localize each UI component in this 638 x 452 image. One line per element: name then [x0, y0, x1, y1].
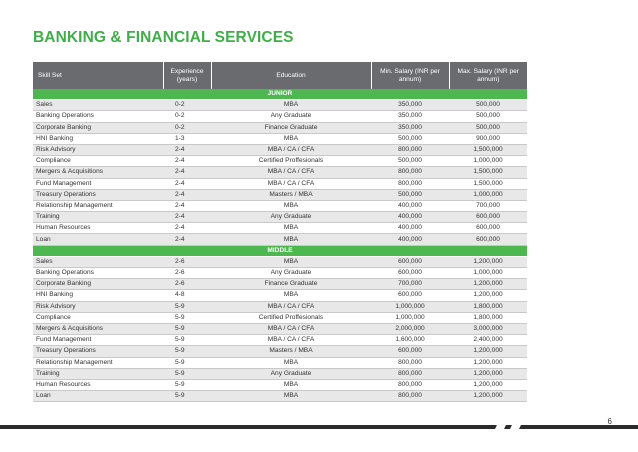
skill-cell: Human Resources — [33, 223, 163, 234]
education-cell: MBA / CA / CFA — [211, 178, 371, 189]
education-cell: Any Graduate — [211, 111, 371, 122]
table-row — [33, 144, 527, 155]
education-cell: MBA — [211, 391, 371, 402]
max-salary-cell: 600,000 — [449, 212, 527, 223]
experience-cell: 2-4 — [163, 212, 211, 223]
table-row — [33, 212, 527, 223]
experience-cell: 0-2 — [163, 122, 211, 133]
experience-cell: 0-2 — [163, 111, 211, 122]
section-header-row — [33, 245, 527, 256]
page-number: 6 — [607, 417, 612, 426]
column-header-experience: Experience (years) — [163, 62, 211, 89]
max-salary-cell: 1,200,000 — [449, 279, 527, 290]
min-salary-cell: 400,000 — [371, 234, 449, 245]
table-row — [33, 133, 527, 144]
min-salary-cell: 800,000 — [371, 391, 449, 402]
max-salary-cell: 1,200,000 — [449, 368, 527, 379]
skill-cell: Training — [33, 212, 163, 223]
column-header-max-salary: Max. Salary (INR per annum) — [449, 62, 527, 89]
min-salary-cell: 600,000 — [371, 346, 449, 357]
skill-cell: Loan — [33, 391, 163, 402]
education-cell: Any Graduate — [211, 268, 371, 279]
experience-cell: 5-9 — [163, 368, 211, 379]
max-salary-cell: 1,200,000 — [449, 346, 527, 357]
experience-cell: 5-9 — [163, 323, 211, 334]
min-salary-cell: 600,000 — [371, 290, 449, 301]
max-salary-cell: 500,000 — [449, 111, 527, 122]
table-row — [33, 111, 527, 122]
table-row — [33, 290, 527, 301]
skill-cell: Fund Management — [33, 335, 163, 346]
min-salary-cell: 1,000,000 — [371, 312, 449, 323]
table-row — [33, 200, 527, 211]
education-cell: MBA — [211, 200, 371, 211]
column-header-min-salary: Min. Salary (INR per annum) — [371, 62, 449, 89]
max-salary-cell: 1,200,000 — [449, 357, 527, 368]
min-salary-cell: 800,000 — [371, 357, 449, 368]
education-cell: MBA — [211, 234, 371, 245]
table-row — [33, 268, 527, 279]
skill-cell: Treasury Operations — [33, 346, 163, 357]
skill-cell: Fund Management — [33, 178, 163, 189]
skill-cell: Risk Advisory — [33, 301, 163, 312]
min-salary-cell: 350,000 — [371, 111, 449, 122]
skill-cell: Compliance — [33, 312, 163, 323]
education-cell: MBA — [211, 223, 371, 234]
min-salary-cell: 800,000 — [371, 144, 449, 155]
table-row — [33, 346, 527, 357]
skill-cell: Relationship Management — [33, 200, 163, 211]
max-salary-cell: 1,800,000 — [449, 312, 527, 323]
skill-cell: Human Resources — [33, 379, 163, 390]
education-cell: MBA — [211, 290, 371, 301]
max-salary-cell: 1,200,000 — [449, 391, 527, 402]
skill-cell: Corporate Banking — [33, 122, 163, 133]
experience-cell: 2-4 — [163, 200, 211, 211]
min-salary-cell: 700,000 — [371, 279, 449, 290]
education-cell: MBA — [211, 379, 371, 390]
column-header-education: Education — [211, 62, 371, 89]
table-row — [33, 122, 527, 133]
skill-cell: HNI Banking — [33, 133, 163, 144]
experience-cell: 5-9 — [163, 346, 211, 357]
education-cell: Finance Graduate — [211, 122, 371, 133]
table-row — [33, 167, 527, 178]
experience-cell: 5-9 — [163, 357, 211, 368]
max-salary-cell: 1,500,000 — [449, 144, 527, 155]
max-salary-cell: 1,500,000 — [449, 167, 527, 178]
max-salary-cell: 600,000 — [449, 234, 527, 245]
skill-cell: Mergers & Acquisitions — [33, 167, 163, 178]
min-salary-cell: 400,000 — [371, 200, 449, 211]
education-cell: Masters / MBA — [211, 346, 371, 357]
table-body — [33, 89, 527, 402]
table-row — [33, 256, 527, 267]
education-cell: Finance Graduate — [211, 279, 371, 290]
experience-cell: 2-6 — [163, 268, 211, 279]
education-cell: MBA — [211, 133, 371, 144]
table-row — [33, 234, 527, 245]
min-salary-cell: 1,000,000 — [371, 301, 449, 312]
education-cell: MBA / CA / CFA — [211, 301, 371, 312]
education-cell: MBA / CA / CFA — [211, 167, 371, 178]
experience-cell: 5-9 — [163, 312, 211, 323]
table-row — [33, 301, 527, 312]
education-cell: MBA — [211, 100, 371, 111]
table-row — [33, 368, 527, 379]
min-salary-cell: 800,000 — [371, 167, 449, 178]
experience-cell: 2-4 — [163, 156, 211, 167]
max-salary-cell: 1,000,000 — [449, 268, 527, 279]
experience-cell: 5-9 — [163, 301, 211, 312]
column-header-skill: Skill Set — [33, 62, 163, 89]
table-row — [33, 189, 527, 200]
max-salary-cell: 700,000 — [449, 200, 527, 211]
experience-cell: 2-4 — [163, 178, 211, 189]
education-cell: MBA / CA / CFA — [211, 323, 371, 334]
skill-cell: Compliance — [33, 156, 163, 167]
education-cell: Masters / MBA — [211, 189, 371, 200]
skill-cell: Banking Operations — [33, 111, 163, 122]
experience-cell: 2-6 — [163, 256, 211, 267]
experience-cell: 2-6 — [163, 279, 211, 290]
education-cell: Any Graduate — [211, 212, 371, 223]
max-salary-cell: 3,000,000 — [449, 323, 527, 334]
experience-cell: 5-9 — [163, 379, 211, 390]
skill-cell: Treasury Operations — [33, 189, 163, 200]
table-header-row — [33, 62, 527, 89]
min-salary-cell: 800,000 — [371, 178, 449, 189]
experience-cell: 2-4 — [163, 234, 211, 245]
section-header-row — [33, 89, 527, 100]
experience-cell: 0-2 — [163, 100, 211, 111]
skill-cell: Corporate Banking — [33, 279, 163, 290]
skill-cell: Sales — [33, 256, 163, 267]
max-salary-cell: 1,200,000 — [449, 256, 527, 267]
table-row — [33, 312, 527, 323]
max-salary-cell: 600,000 — [449, 223, 527, 234]
min-salary-cell: 2,000,000 — [371, 323, 449, 334]
min-salary-cell: 600,000 — [371, 268, 449, 279]
table-row — [33, 379, 527, 390]
table-row — [33, 357, 527, 368]
max-salary-cell: 1,200,000 — [449, 379, 527, 390]
min-salary-cell: 500,000 — [371, 156, 449, 167]
skill-cell: Sales — [33, 100, 163, 111]
footer-bar — [0, 425, 638, 429]
min-salary-cell: 500,000 — [371, 189, 449, 200]
education-cell: MBA / CA / CFA — [211, 144, 371, 155]
max-salary-cell: 500,000 — [449, 100, 527, 111]
min-salary-cell: 400,000 — [371, 212, 449, 223]
experience-cell: 5-9 — [163, 391, 211, 402]
education-cell: Any Graduate — [211, 368, 371, 379]
max-salary-cell: 1,500,000 — [449, 178, 527, 189]
table-row — [33, 100, 527, 111]
salary-table — [33, 62, 527, 402]
min-salary-cell: 500,000 — [371, 133, 449, 144]
max-salary-cell: 500,000 — [449, 122, 527, 133]
min-salary-cell: 1,600,000 — [371, 335, 449, 346]
table-row — [33, 391, 527, 402]
experience-cell: 2-4 — [163, 223, 211, 234]
min-salary-cell: 400,000 — [371, 223, 449, 234]
education-cell: MBA — [211, 357, 371, 368]
min-salary-cell: 800,000 — [371, 368, 449, 379]
min-salary-cell: 800,000 — [371, 379, 449, 390]
experience-cell: 1-3 — [163, 133, 211, 144]
max-salary-cell: 1,000,000 — [449, 156, 527, 167]
max-salary-cell: 900,000 — [449, 133, 527, 144]
skill-cell: Training — [33, 368, 163, 379]
min-salary-cell: 350,000 — [371, 122, 449, 133]
education-cell: MBA — [211, 256, 371, 267]
skill-cell: Relationship Management — [33, 357, 163, 368]
table-row — [33, 178, 527, 189]
section-label: MIDDLE — [33, 245, 527, 256]
education-cell: Certified Proffesionals — [211, 312, 371, 323]
table-row — [33, 279, 527, 290]
experience-cell: 2-4 — [163, 189, 211, 200]
education-cell: MBA / CA / CFA — [211, 335, 371, 346]
skill-cell: Risk Advisory — [33, 144, 163, 155]
skill-cell: Loan — [33, 234, 163, 245]
experience-cell: 5-9 — [163, 335, 211, 346]
experience-cell: 2-4 — [163, 144, 211, 155]
table-row — [33, 323, 527, 334]
min-salary-cell: 600,000 — [371, 256, 449, 267]
min-salary-cell: 350,000 — [371, 100, 449, 111]
max-salary-cell: 1,000,000 — [449, 189, 527, 200]
education-cell: Certified Proffesionals — [211, 156, 371, 167]
page-title: BANKING & FINANCIAL SERVICES — [33, 29, 294, 46]
skill-cell: Banking Operations — [33, 268, 163, 279]
max-salary-cell: 1,800,000 — [449, 301, 527, 312]
skill-cell: Mergers & Acquisitions — [33, 323, 163, 334]
table-row — [33, 335, 527, 346]
table-row — [33, 223, 527, 234]
table-row — [33, 156, 527, 167]
max-salary-cell: 1,200,000 — [449, 290, 527, 301]
section-label: JUNIOR — [33, 89, 527, 100]
max-salary-cell: 2,400,000 — [449, 335, 527, 346]
experience-cell: 2-4 — [163, 167, 211, 178]
skill-cell: HNI Banking — [33, 290, 163, 301]
experience-cell: 4-8 — [163, 290, 211, 301]
